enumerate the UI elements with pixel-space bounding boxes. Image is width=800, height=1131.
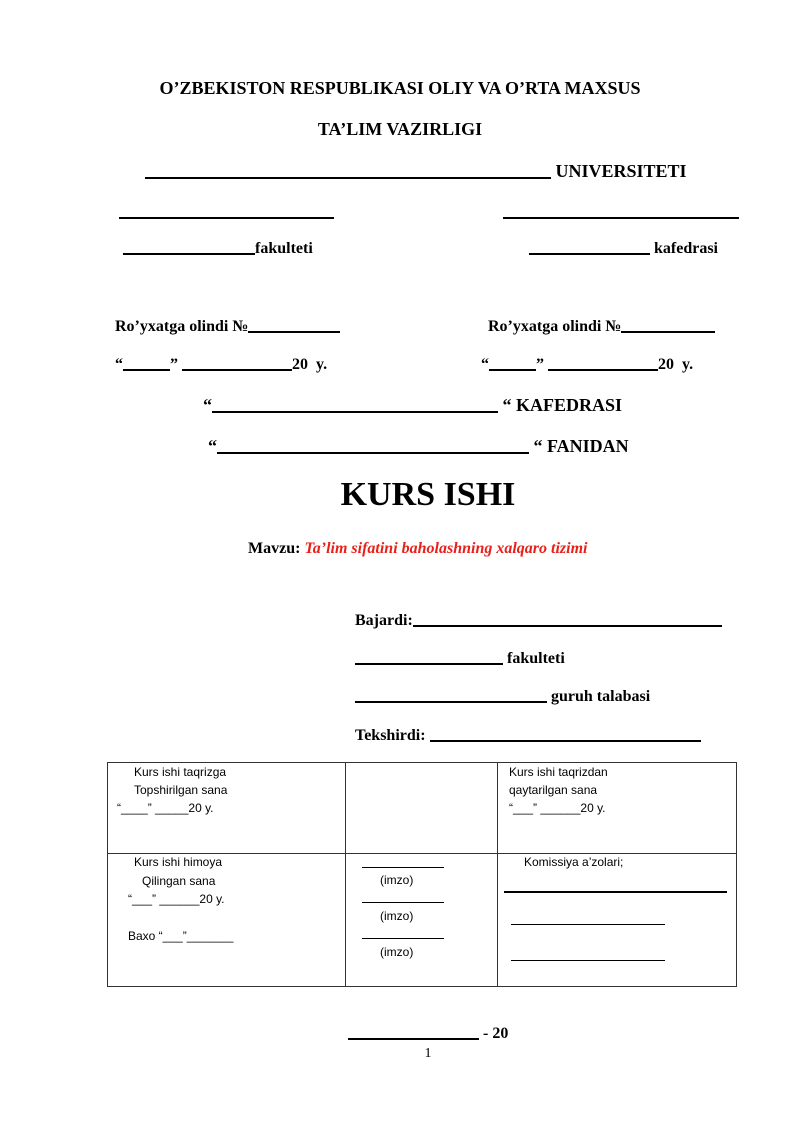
done-by-label: Bajardi:: [355, 612, 413, 629]
returned-date-blank: “___” ______20 y.: [509, 801, 606, 815]
kafedra-open-quote: “: [203, 395, 212, 415]
date-right-month-blank: [548, 369, 658, 371]
kafedra-blank: [212, 411, 498, 413]
blank-line-left: [119, 217, 334, 219]
blank-line-right: [503, 217, 739, 219]
document-title: KURS ISHI: [340, 476, 516, 513]
signature-label-2: (imzo): [380, 909, 414, 923]
done-by-line: [355, 612, 722, 630]
returned-from-review-label: Kurs ishi taqrizdan: [509, 765, 608, 779]
signature-line-1: [362, 867, 444, 868]
university-line: [145, 161, 687, 182]
submitted-for-review-label: Kurs ishi taqrizga: [134, 765, 227, 779]
department-blank: [529, 253, 650, 255]
group-blank: [355, 701, 547, 703]
registration-right-blank: [621, 331, 715, 333]
subject-suffix: “ FANIDAN: [533, 436, 629, 456]
subject-open-quote: “: [208, 436, 217, 456]
registration-left: [115, 318, 340, 336]
faculty-suffix: fakulteti: [255, 240, 313, 257]
ministry-line-2: TA’LIM VAZIRLIGI: [317, 119, 483, 139]
ministry-line-1: O’ZBEKISTON RESPUBLIKASI OLIY VA O’RTA MAXSUS: [159, 78, 641, 98]
date-left-close-quote: ”: [170, 356, 178, 373]
registration-right: [488, 318, 715, 336]
footer-year-line: [348, 1025, 508, 1043]
faculty-line: [123, 240, 313, 258]
commission-member-line-3: [511, 960, 665, 961]
defense-date-label: Qilingan sana: [142, 874, 216, 888]
commission-member-line-1: [504, 891, 727, 893]
date-right-close-quote: ”: [536, 356, 544, 373]
page-number: 1: [424, 1046, 432, 1061]
date-right: [481, 356, 693, 374]
date-left-day-blank: [123, 369, 170, 371]
date-right-day-blank: [489, 369, 536, 371]
registration-left-blank: [248, 331, 340, 333]
department-suffix: kafedrasi: [654, 240, 718, 257]
date-right-year-suffix: y.: [682, 356, 694, 373]
signature-line-3: [362, 938, 444, 939]
author-faculty-blank: [355, 663, 503, 665]
date-left: [115, 356, 327, 374]
topic-label: Mavzu:: [248, 540, 301, 557]
commission-member-line-2: [511, 924, 665, 925]
commission-label: Komissiya a’zolari;: [524, 855, 624, 869]
checked-by-blank: [430, 740, 701, 742]
date-left-month-blank: [182, 369, 292, 371]
review-cell-r1c2: [346, 763, 498, 854]
signature-label-1: (imzo): [380, 873, 414, 887]
topic-value: Ta’lim sifatini baholashning xalqaro tizimi: [304, 540, 588, 557]
returned-date-label: qaytarilgan sana: [509, 783, 598, 797]
group-line: [355, 688, 650, 706]
faculty-blank: [123, 253, 255, 255]
date-right-open-quote: “: [481, 356, 489, 373]
university-suffix: UNIVERSITETI: [555, 161, 687, 181]
signature-label-3: (imzo): [380, 945, 414, 959]
kafedra-suffix: “ KAFEDRASI: [502, 395, 623, 415]
author-faculty-line: [355, 650, 565, 668]
defense-label: Kurs ishi himoya: [134, 855, 223, 869]
group-label: guruh talabasi: [551, 688, 651, 705]
done-by-blank: [413, 625, 722, 627]
checked-by-line: [355, 727, 701, 745]
kafedra-line: [203, 395, 622, 416]
author-faculty-label: fakulteti: [507, 650, 565, 667]
footer-year-blank: [348, 1038, 479, 1040]
submitted-date-blank: “____” _____20 y.: [117, 801, 214, 815]
checked-by-label: Tekshirdi:: [355, 727, 426, 744]
topic-line: [248, 540, 587, 558]
submitted-date-label: Topshirilgan sana: [134, 783, 228, 797]
date-left-year: 20: [292, 356, 308, 373]
footer-year-suffix: - 20: [483, 1025, 509, 1042]
date-left-open-quote: “: [115, 356, 123, 373]
registration-left-label: Ro’yxatga olindi №: [115, 318, 249, 335]
department-line: [529, 240, 718, 258]
subject-blank: [217, 452, 529, 454]
grade-field: Baxo “___”_______: [128, 929, 234, 943]
defense-date-blank: “___” ______20 y.: [128, 892, 225, 906]
subject-line: [208, 436, 629, 457]
review-cell-r2c3: [498, 854, 737, 987]
registration-right-label: Ro’yxatga olindi №: [488, 318, 622, 335]
signature-line-2: [362, 902, 444, 903]
date-left-year-suffix: y.: [316, 356, 328, 373]
university-blank: [145, 177, 551, 179]
date-right-year: 20: [658, 356, 674, 373]
review-cell-r2c2: [346, 854, 498, 987]
